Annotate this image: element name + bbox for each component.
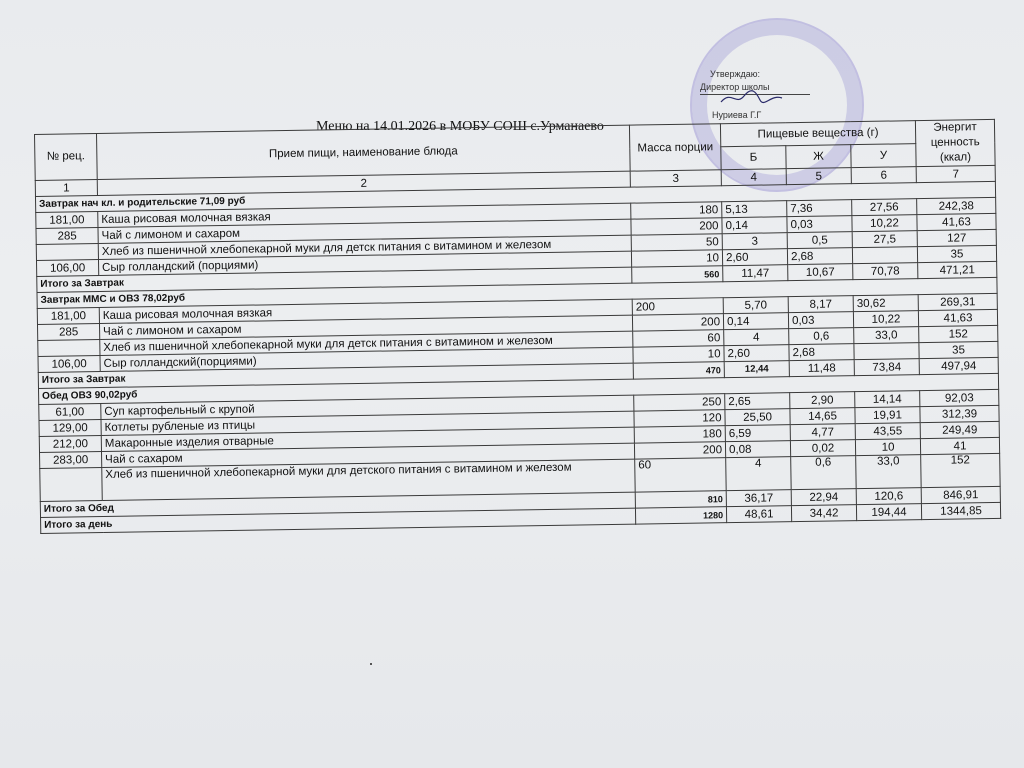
- approval-line-2: Директор школы: [700, 81, 810, 95]
- cell-kcal: 35: [919, 341, 998, 358]
- total-kcal: 471,21: [918, 261, 997, 278]
- cell-u: 14,14: [855, 391, 920, 408]
- cell-zh: 0,5: [787, 232, 852, 249]
- cell-kcal: 269,31: [918, 293, 997, 310]
- cell-zh: 14,65: [790, 408, 855, 425]
- cell-kcal: 41: [920, 437, 999, 454]
- cell-zh: 7,36: [787, 200, 852, 217]
- cell-b: 3: [722, 233, 787, 250]
- total-u: 73,84: [854, 359, 919, 376]
- col-number: 7: [916, 165, 995, 182]
- cell-b: 0,14: [723, 313, 788, 330]
- cell-u: 27,5: [852, 231, 917, 248]
- cell-b: 2,65: [725, 393, 790, 410]
- cell-u: 30,62: [853, 295, 918, 312]
- cell-dish: Хлеб из пшеничной хлебопекарной муки для детского питания с витамином и железом: [102, 459, 635, 500]
- cell-dish: Сыр голландский(порциями): [100, 347, 633, 371]
- total-zh: 11,48: [789, 360, 854, 377]
- cell-num: 212,00: [39, 435, 101, 452]
- cell-zh: 4,77: [790, 424, 855, 441]
- cell-num: 285: [36, 228, 98, 245]
- cell-mass: 10: [631, 250, 722, 267]
- cell-b: 25,50: [725, 409, 790, 426]
- cell-b: 5,70: [723, 297, 788, 314]
- col-number: 5: [786, 168, 851, 185]
- header-zh: Ж: [786, 145, 851, 169]
- total-zh: 10,67: [788, 264, 853, 281]
- cell-dish: Чай с сахаром: [101, 443, 634, 467]
- cell-num: 106,00: [38, 355, 100, 372]
- cell-b: 2,60: [724, 345, 789, 362]
- cell-mass: 60: [633, 330, 724, 347]
- cell-u: 33,0: [856, 455, 922, 489]
- cell-kcal: 35: [917, 245, 996, 262]
- cell-dish: Каша рисовая молочная вязкая: [99, 299, 632, 323]
- col-number: 4: [721, 169, 786, 186]
- paper-speck: [370, 663, 372, 665]
- cell-dish: Хлеб из пшеничной хлебопекарной муки для детск питания с витамином и железом: [100, 331, 633, 355]
- cell-kcal: 41,63: [918, 309, 997, 326]
- total-b: 11,47: [723, 265, 788, 282]
- section-title: Завтрак ММС и ОВЗ 78,02руб: [37, 277, 997, 308]
- cell-u: 10,22: [853, 311, 918, 328]
- cell-dish: Каша рисовая молочная вязкая: [98, 203, 631, 227]
- day-total-label: Итого за день: [41, 508, 636, 533]
- cell-mass: 180: [634, 426, 725, 443]
- cell-kcal: 41,63: [917, 213, 996, 230]
- cell-u: 10,22: [852, 215, 917, 232]
- cell-num: [36, 244, 98, 261]
- day-total-mass: 1280: [635, 507, 726, 524]
- col-number: 3: [630, 170, 721, 187]
- cell-b: 4: [726, 457, 792, 491]
- cell-dish: Сыр голландский (порциями): [98, 251, 631, 275]
- total-b: 36,17: [726, 490, 791, 507]
- col-number: 6: [851, 167, 916, 184]
- cell-kcal: 249,49: [920, 421, 999, 438]
- total-label: Итого за Завтрак: [37, 267, 632, 292]
- total-label: Итого за Обед: [40, 492, 635, 517]
- cell-b: 2,60: [722, 249, 787, 266]
- cell-num: 283,00: [40, 451, 102, 468]
- cell-u: 33,0: [854, 327, 919, 344]
- cell-b: 0,14: [722, 217, 787, 234]
- menu-table: [34, 119, 1001, 534]
- cell-num: 181,00: [37, 307, 99, 324]
- cell-u: 19,91: [855, 407, 920, 424]
- cell-zh: 2,68: [787, 248, 852, 265]
- cell-zh: 8,17: [788, 296, 853, 313]
- section-title: Завтрак нач кл. и родительские 71,09 руб: [35, 181, 995, 212]
- day-total-zh: 34,42: [791, 505, 856, 522]
- total-kcal: 846,91: [921, 486, 1000, 503]
- cell-dish: Чай с лимоном и сахаром: [99, 315, 632, 339]
- day-total-kcal: 1344,85: [921, 502, 1000, 519]
- header-num: № рец.: [35, 134, 98, 181]
- approval-line-3: Нуриева Г.Г: [712, 110, 762, 120]
- cell-u: [854, 343, 919, 360]
- cell-num: [40, 467, 103, 501]
- total-u: 120,6: [856, 488, 921, 505]
- cell-kcal: 127: [917, 229, 996, 246]
- cell-u: [852, 247, 917, 264]
- cell-b: 5,13: [722, 201, 787, 218]
- header-b: Б: [721, 146, 786, 170]
- cell-mass: 180: [631, 202, 722, 219]
- cell-b: 6,59: [725, 425, 790, 442]
- approval-line-1: Утверждаю:: [710, 69, 761, 79]
- header-nutrients: Пищевые вещества (г): [720, 121, 915, 147]
- cell-u: 10: [855, 439, 920, 456]
- cell-kcal: 312,39: [920, 405, 999, 422]
- total-mass: 560: [632, 266, 723, 283]
- cell-mass: 120: [634, 410, 725, 427]
- total-b: 12,44: [724, 361, 789, 378]
- total-mass: 810: [635, 491, 726, 508]
- header-energy: Энергит ценность (ккал): [915, 119, 995, 166]
- cell-mass: 60: [635, 458, 727, 492]
- header-dish: Прием пищи, наименование блюда: [97, 125, 631, 179]
- col-number: 1: [35, 180, 97, 197]
- total-label: Итого за Завтрак: [38, 363, 633, 388]
- cell-mass: 50: [631, 234, 722, 251]
- cell-b: 4: [724, 329, 789, 346]
- header-u: У: [851, 144, 916, 168]
- cell-dish: Котлеты рубленые из птицы: [101, 411, 634, 435]
- cell-zh: 2,68: [789, 344, 854, 361]
- cell-num: [38, 339, 100, 356]
- cell-num: 61,00: [39, 403, 101, 420]
- cell-num: 285: [37, 323, 99, 340]
- cell-zh: 0,6: [791, 456, 857, 490]
- cell-u: 27,56: [852, 199, 917, 216]
- header-mass: Масса порции: [629, 124, 721, 171]
- cell-num: 181,00: [36, 212, 98, 229]
- day-total-b: 48,61: [726, 506, 791, 523]
- cell-dish: Суп картофельный с крупой: [101, 395, 634, 419]
- cell-mass: 200: [631, 218, 722, 235]
- page-title: Меню на 14.01.2026 в МОБУ СОШ с.Урманаево: [316, 119, 604, 134]
- total-u: 70,78: [853, 263, 918, 280]
- cell-mass: 10: [633, 346, 724, 363]
- cell-dish: Хлеб из пшеничной хлебопекарной муки для детск питания с витамином и железом: [98, 235, 631, 259]
- cell-b: 0,08: [725, 441, 790, 458]
- cell-u: 43,55: [855, 423, 920, 440]
- section-title: Обед ОВЗ 90,02руб: [38, 373, 998, 404]
- cell-dish: Чай с лимоном и сахаром: [98, 219, 631, 243]
- total-kcal: 497,94: [919, 357, 998, 374]
- cell-mass: 200: [634, 442, 725, 459]
- signature: [716, 88, 786, 108]
- cell-kcal: 242,38: [917, 197, 996, 214]
- total-mass: 470: [633, 362, 724, 379]
- cell-mass: 200: [632, 314, 723, 331]
- cell-kcal: 152: [919, 325, 998, 342]
- cell-dish: Макаронные изделия отварные: [101, 427, 634, 451]
- cell-num: 106,00: [36, 260, 98, 277]
- cell-mass: 200: [632, 298, 723, 315]
- cell-zh: 0,03: [787, 216, 852, 233]
- cell-zh: 0,03: [788, 312, 853, 329]
- day-total-u: 194,44: [856, 504, 921, 521]
- total-zh: 22,94: [791, 489, 856, 506]
- cell-num: 129,00: [39, 419, 101, 436]
- cell-zh: 0,02: [790, 440, 855, 457]
- cell-kcal: 152: [921, 453, 1001, 487]
- cell-zh: 0,6: [789, 328, 854, 345]
- col-number: 2: [97, 171, 630, 195]
- cell-kcal: 92,03: [920, 389, 999, 406]
- cell-zh: 2,90: [790, 392, 855, 409]
- cell-mass: 250: [634, 394, 725, 411]
